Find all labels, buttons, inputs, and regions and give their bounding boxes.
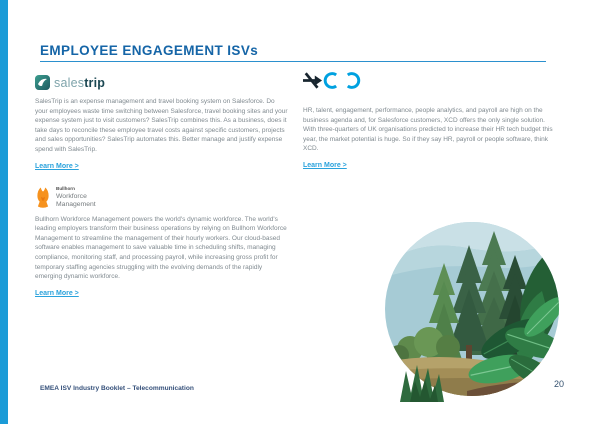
bullhorn-section — [35, 187, 288, 300]
salestrip-learn-more-link[interactable]: Learn More > — [35, 162, 79, 170]
title-underline — [40, 61, 546, 62]
bullhorn-wordmark: Bullhorn Workforce Management — [56, 185, 96, 208]
bullhorn-bull-icon — [35, 187, 51, 208]
bullhorn-description: Bullhorn Workforce Management powers the world's dynamic workforce. The world's leading employers transform their business operations by relying on Bullhorn Workforce Management to streamline the management of their hourly workers. Our cloud-based software enables management to save valuable time in scheduling shifts, managing compliance, monitoring staff, and processing payroll, while increasing gross profit for temporary staffing agencies struggling with the evolving demands of the rapidly emerging dynamic workforce. — [35, 215, 287, 281]
left-column — [35, 74, 288, 300]
bullhorn-logo — [35, 187, 288, 209]
salestrip-swoosh-icon — [35, 75, 50, 90]
page-number: 20 — [553, 379, 564, 389]
xcd-description: HR, talent, engagement, performance, people analytics, and payroll are high on the business agenda and, for Salesforce customers, XCD offers the only single solution. With three-quarters of UK organisations predicted to increase their HR tech budget this year, the market potential is huge. So if they say HR, payroll or people software, think XCD. — [303, 107, 553, 153]
page-title: EMPLOYEE ENGAGEMENT ISVs — [40, 43, 259, 58]
forest-circle-illustration — [372, 221, 572, 407]
salestrip-wordmark: salestrip — [54, 75, 106, 90]
right-column — [303, 70, 556, 172]
bullhorn-learn-more-link[interactable]: Learn More > — [35, 289, 79, 297]
footer-text: EMEA ISV Industry Booklet – Telecommunication — [40, 385, 194, 392]
xcd-section — [303, 70, 556, 172]
left-accent-bar — [0, 0, 8, 424]
xcd-learn-more-link[interactable]: Learn More > — [303, 161, 347, 169]
salestrip-logo — [35, 74, 288, 91]
salestrip-description: SalesTrip is an expense management and travel booking system on Salesforce. Do your employees waste time switching between Salesforce, travel booking sites and your expense system just to visit customers? SalesTrip combines this. As a business, does it take days to reconcile these employee travel costs against specific customers, projects and sales opportunities? SalesTrip automates this. Better manage and justify expense spend with SalesTrip. — [35, 98, 288, 153]
salestrip-section — [35, 74, 288, 173]
xcd-arrow-icon — [303, 70, 361, 91]
